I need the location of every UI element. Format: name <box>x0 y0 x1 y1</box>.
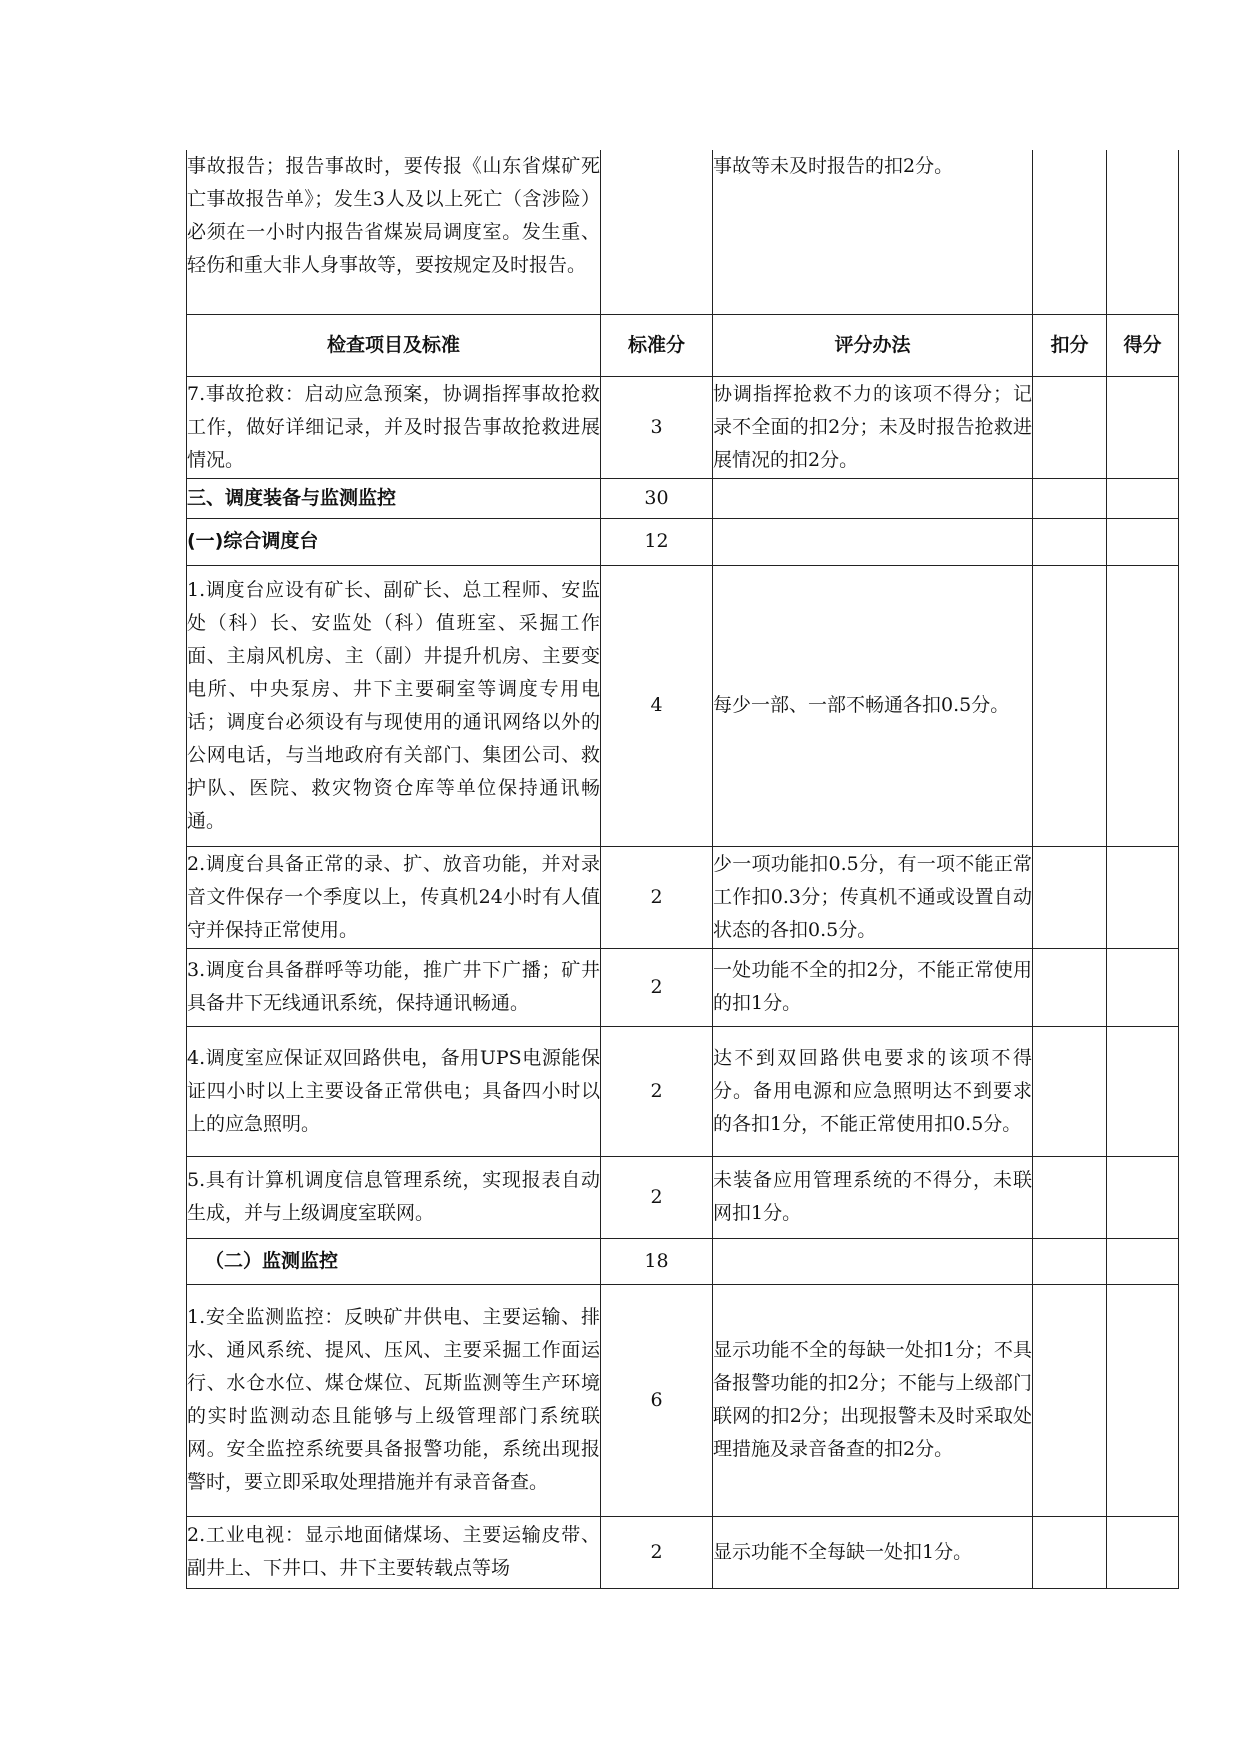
table-row <box>187 846 1179 948</box>
score-cell: 4 <box>601 565 713 846</box>
deduct-cell <box>1033 1156 1107 1238</box>
criteria-cell: 5.具有计算机调度信息管理系统，实现报表自动生成，并与上级调度室联网。 <box>187 1156 601 1238</box>
header-item: 检查项目及标准 <box>187 314 601 376</box>
method-cell <box>713 518 1033 565</box>
score-cell: 2 <box>601 948 713 1026</box>
get-cell <box>1107 376 1179 478</box>
table-row <box>187 948 1179 1026</box>
section-row <box>187 518 1179 565</box>
method-cell: 协调指挥抢救不力的该项不得分；记录不全面的扣2分；未及时报告抢救进展情况的扣2分。 <box>713 376 1033 478</box>
method-cell <box>713 478 1033 518</box>
table-row <box>187 1026 1179 1156</box>
get-cell <box>1107 478 1179 518</box>
deduct-cell <box>1033 150 1107 314</box>
header-get: 得分 <box>1107 314 1179 376</box>
get-cell <box>1107 565 1179 846</box>
score-cell: 12 <box>601 518 713 565</box>
score-cell: 2 <box>601 846 713 948</box>
deduct-cell <box>1033 1284 1107 1516</box>
score-cell: 3 <box>601 376 713 478</box>
deduct-cell <box>1033 376 1107 478</box>
score-cell: 18 <box>601 1238 713 1284</box>
criteria-cell: 4.调度室应保证双回路供电，备用UPS电源能保证四小时以上主要设备正常供电；具备四小时以上的应急照明。 <box>187 1026 601 1156</box>
header-method: 评分办法 <box>713 314 1033 376</box>
criteria-cell: 1.安全监测监控：反映矿井供电、主要运输、排水、通风系统、提风、压风、主要采掘工作面运行、水仓水位、煤仓煤位、瓦斯监测等生产环境的实时监测动态且能够与上级管理部门系统联网。安全监控系统要具备报警功能，系统出现报警时，要立即采取处理措施并有录音备查。 <box>187 1284 601 1516</box>
get-cell <box>1107 948 1179 1026</box>
score-cell: 2 <box>601 1516 713 1588</box>
table-row <box>187 565 1179 846</box>
criteria-cell: 事故报告；报告事故时，要传报《山东省煤矿死亡事故报告单》；发生3人及以上死亡（含涉险）必须在一小时内报告省煤炭局调度室。发生重、轻伤和重大非人身事故等，要按规定及时报告。 <box>187 150 601 314</box>
get-cell <box>1107 1516 1179 1588</box>
get-cell <box>1107 846 1179 948</box>
deduct-cell <box>1033 478 1107 518</box>
score-cell: 30 <box>601 478 713 518</box>
method-cell: 显示功能不全每缺一处扣1分。 <box>713 1516 1033 1588</box>
section-title: 三、调度装备与监测监控 <box>187 478 601 518</box>
method-cell: 每少一部、一部不畅通各扣0.5分。 <box>713 565 1033 846</box>
header-deduct: 扣分 <box>1033 314 1107 376</box>
table-row <box>187 376 1179 478</box>
section-title: (一)综合调度台 <box>187 518 601 565</box>
method-cell: 达不到双回路供电要求的该项不得分。备用电源和应急照明达不到要求的各扣1分，不能正常使用扣0.5分。 <box>713 1026 1033 1156</box>
criteria-cell: 3.调度台具备群呼等功能，推广井下广播；矿井具备井下无线通讯系统，保持通讯畅通。 <box>187 948 601 1026</box>
deduct-cell <box>1033 948 1107 1026</box>
header-row <box>187 314 1179 376</box>
deduct-cell <box>1033 1026 1107 1156</box>
table-row <box>187 150 1179 314</box>
section-row <box>187 478 1179 518</box>
get-cell <box>1107 1026 1179 1156</box>
criteria-cell: 1.调度台应设有矿长、副矿长、总工程师、安监处（科）长、安监处（科）值班室、采掘工作面、主扇风机房、主（副）井提升机房、主要变电所、中央泵房、井下主要硐室等调度专用电话；调度台必须设有与现使用的通讯网络以外的公网电话，与当地政府有关部门、集团公司、救护队、医院、救灾物资仓库等单位保持通讯畅通。 <box>187 565 601 846</box>
table-row <box>187 1284 1179 1516</box>
deduct-cell <box>1033 1238 1107 1284</box>
get-cell <box>1107 150 1179 314</box>
get-cell <box>1107 1238 1179 1284</box>
deduct-cell <box>1033 565 1107 846</box>
deduct-cell <box>1033 846 1107 948</box>
get-cell <box>1107 1284 1179 1516</box>
criteria-cell: 7.事故抢救：启动应急预案，协调指挥事故抢救工作，做好详细记录，并及时报告事故抢救进展情况。 <box>187 376 601 478</box>
method-cell: 一处功能不全的扣2分，不能正常使用的扣1分。 <box>713 948 1033 1026</box>
method-cell: 未装备应用管理系统的不得分，未联网扣1分。 <box>713 1156 1033 1238</box>
get-cell <box>1107 1156 1179 1238</box>
table-row <box>187 1156 1179 1238</box>
get-cell <box>1107 518 1179 565</box>
criteria-cell: 2.工业电视：显示地面储煤场、主要运输皮带、副井上、下井口、井下主要转载点等场 <box>187 1516 601 1588</box>
method-cell: 事故等未及时报告的扣2分。 <box>713 150 1033 314</box>
header-score: 标准分 <box>601 314 713 376</box>
score-cell: 2 <box>601 1156 713 1238</box>
score-cell: 2 <box>601 1026 713 1156</box>
score-cell <box>601 150 713 314</box>
criteria-cell: 2.调度台具备正常的录、扩、放音功能，并对录音文件保存一个季度以上，传真机24小时有人值守并保持正常使用。 <box>187 846 601 948</box>
method-cell: 显示功能不全的每缺一处扣1分；不具备报警功能的扣2分；不能与上级部门联网的扣2分；出现报警未及时采取处理措施及录音备查的扣2分。 <box>713 1284 1033 1516</box>
inspection-table <box>186 150 1179 1589</box>
table-row <box>187 1516 1179 1588</box>
score-cell: 6 <box>601 1284 713 1516</box>
deduct-cell <box>1033 518 1107 565</box>
method-cell <box>713 1238 1033 1284</box>
deduct-cell <box>1033 1516 1107 1588</box>
method-cell: 少一项功能扣0.5分，有一项不能正常工作扣0.3分；传真机不通或设置自动状态的各扣0.5分。 <box>713 846 1033 948</box>
section-row <box>187 1238 1179 1284</box>
section-title: （二）监测监控 <box>187 1238 601 1284</box>
